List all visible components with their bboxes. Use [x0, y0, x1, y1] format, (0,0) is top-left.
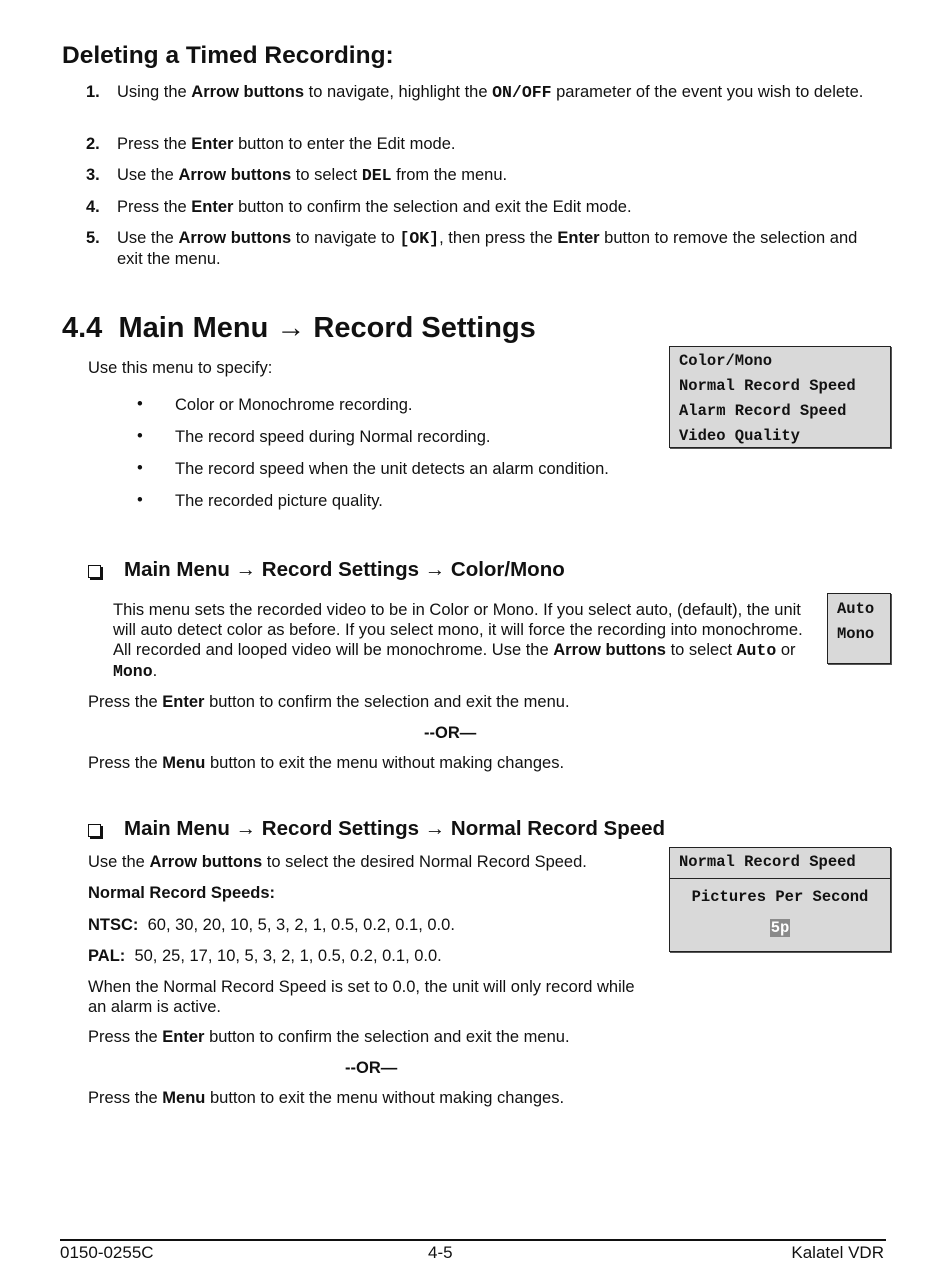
normal-speed-enter-instruction: Press the Enter button to confirm the selection and exit the menu. — [88, 1028, 570, 1046]
normal-speed-or-separator: --OR— — [345, 1059, 398, 1077]
footer-doc-number: 0150-0255C — [60, 1243, 154, 1262]
bullet-item: • Color or Monochrome recording. — [137, 395, 413, 414]
color-mono-description: This menu sets the recorded video to be in Color or Mono. If you select auto, (default), the unit will auto detect color as before. If you select mono, it will force the recording into monochrome. All recorded and looped video will be monochrome. Use the Arrow buttons to select Auto or Mono. — [113, 601, 803, 681]
step-number: 3. — [86, 166, 100, 184]
normal-speed-instruction: Use the Arrow buttons to select the desired Normal Record Speed. — [88, 853, 587, 871]
step-text: Use the Arrow buttons to select DEL from the menu. — [117, 166, 508, 185]
bullet-item: • The recorded picture quality. — [137, 491, 383, 510]
record-settings-intro: Use this menu to specify: — [88, 359, 273, 377]
checkbox-bullet-icon — [88, 824, 101, 837]
ntsc-speeds: NTSC: 60, 30, 20, 10, 5, 3, 2, 1, 0.5, 0.2, 0.1, 0.0. — [88, 916, 455, 934]
color-mono-enter-instruction: Press the Enter button to confirm the selection and exit the menu. — [88, 693, 570, 711]
bullet-item: • The record speed when the unit detects an alarm condition. — [137, 459, 609, 478]
color-mono-menu-box — [827, 593, 891, 664]
normal-speeds-heading: Normal Record Speeds: — [88, 884, 276, 902]
step-text: Use the Arrow buttons to navigate to [OK], then press the Enter button to remove the selection and exit the menu. — [117, 229, 858, 268]
step-3 — [86, 165, 886, 186]
step-number: 1. — [86, 83, 100, 101]
section-title-record-settings: 4.4 Main Menu → Record Settings — [62, 312, 536, 344]
step-number: 2. — [86, 135, 100, 153]
step-text: Press the Enter button to confirm the selection and exit the Edit mode. — [117, 198, 632, 216]
section-title-deleting: Deleting a Timed Recording: — [62, 42, 394, 69]
normal-speed-note: When the Normal Record Speed is set to 0.0, the unit will only record while an alarm is active. — [88, 978, 635, 1016]
subsection-title-color-mono: Main Menu → Record Settings → Color/Mono — [88, 558, 565, 582]
color-mono-or-separator: --OR— — [424, 724, 477, 742]
bullet-item: • The record speed during Normal recording. — [137, 427, 491, 446]
step-1 — [86, 82, 886, 103]
step-number: 5. — [86, 229, 100, 247]
pal-speeds: PAL: 50, 25, 17, 10, 5, 3, 2, 1, 0.5, 0.2, 0.1, 0.0. — [88, 947, 442, 965]
checkbox-bullet-icon — [88, 565, 101, 578]
speed-value-highlight: 5p — [770, 919, 790, 937]
menu-option-video-quality: Video Quality — [679, 427, 800, 445]
normal-speed-box-body — [670, 879, 890, 941]
menu-option-normal-speed: Normal Record Speed — [679, 377, 856, 395]
step-number: 4. — [86, 198, 100, 216]
step-2 — [86, 134, 886, 155]
menu-option-auto: Auto — [837, 600, 875, 618]
step-5 — [86, 228, 886, 270]
step-text: Press the Enter button to enter the Edit mode. — [117, 135, 456, 153]
normal-speed-menu-instruction: Press the Menu button to exit the menu without making changes. — [88, 1089, 565, 1107]
normal-speed-menu-box — [669, 847, 891, 952]
normal-speed-box-header: Normal Record Speed — [670, 848, 890, 879]
footer-page-number: 4-5 — [428, 1243, 453, 1262]
step-text: Using the Arrow buttons to navigate, highlight the ON/OFF parameter of the event you wish to delete. — [117, 83, 864, 102]
menu-option-mono: Mono — [837, 625, 875, 643]
footer-product-name: Kalatel VDR — [791, 1243, 884, 1262]
subsection-title-normal-speed: Main Menu → Record Settings → Normal Record Speed — [88, 817, 665, 841]
color-mono-menu-instruction: Press the Menu button to exit the menu without making changes. — [88, 754, 565, 772]
step-4 — [86, 197, 886, 218]
pictures-per-second-label: Pictures Per Second — [691, 888, 869, 906]
menu-option-alarm-speed: Alarm Record Speed — [679, 402, 847, 420]
footer-divider — [60, 1239, 886, 1241]
record-settings-menu-box — [669, 346, 891, 448]
menu-option-color-mono: Color/Mono — [679, 352, 773, 370]
